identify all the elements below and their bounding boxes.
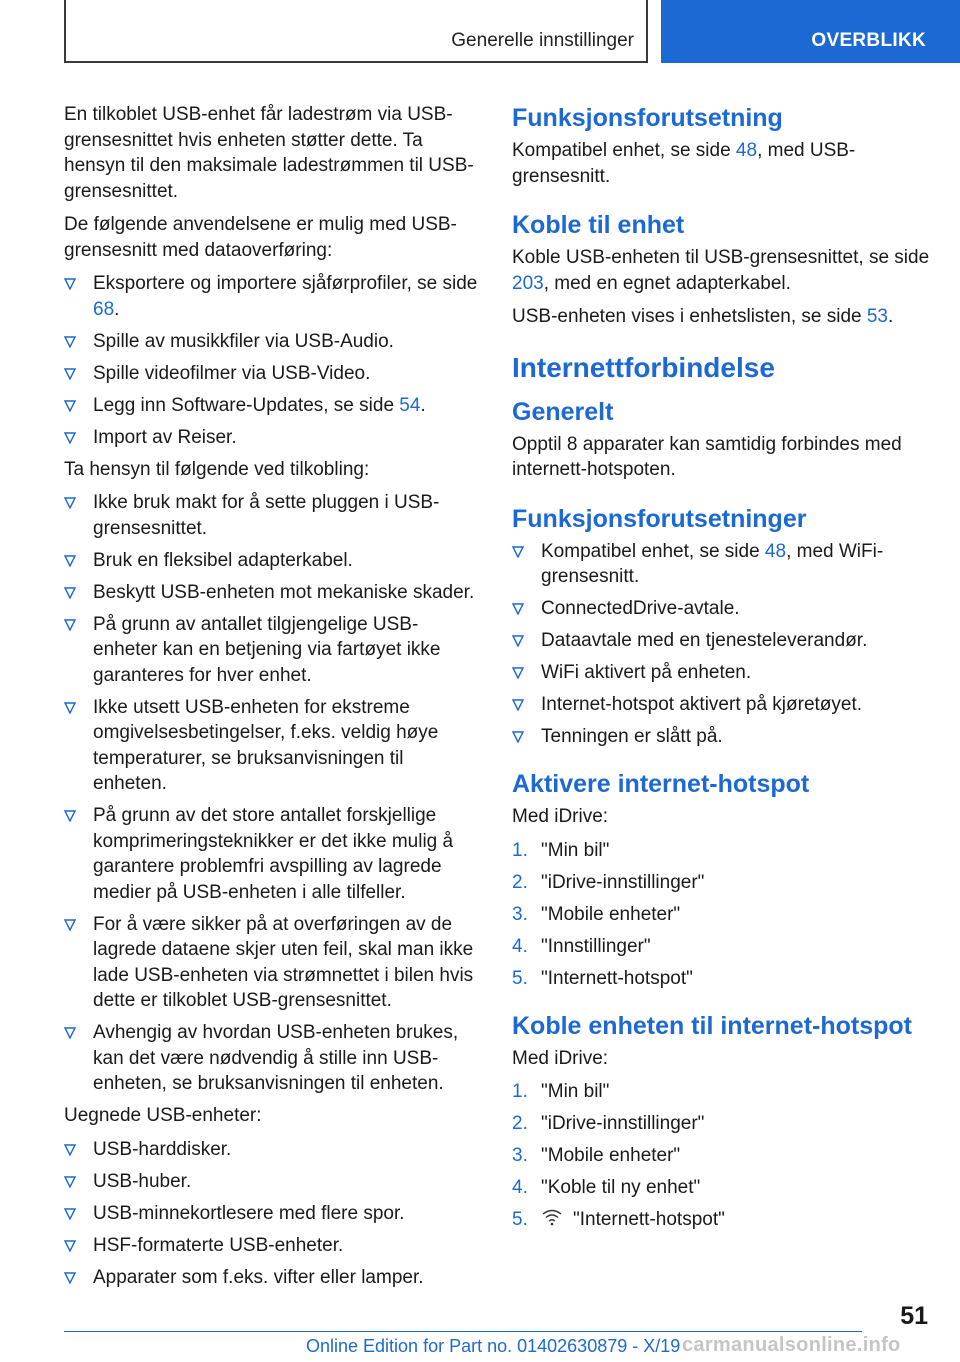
overview-tab[interactable] xyxy=(661,0,960,63)
list-item: Ikke bruk makt for å sette pluggen i USB-grensesnittet. xyxy=(64,490,478,541)
section-title: Generelle innstillinger xyxy=(451,30,634,51)
unsuitable-intro: Uegnede USB-enheter: xyxy=(64,1105,262,1126)
step-item: 2. "iDrive-innstillinger" xyxy=(512,871,705,893)
step-item: 5. "Internett-hotspot" xyxy=(512,1209,725,1230)
list-item: Spille videofilmer via USB-Video. xyxy=(64,361,478,387)
list-item: HSF-formaterte USB-enheter. xyxy=(64,1233,478,1259)
connect-steps xyxy=(512,1079,932,1233)
right-column xyxy=(512,102,932,1239)
list-item: Spille av musikkfiler via USB-Audio. xyxy=(64,329,478,355)
requirements-heading: Funksjonsforutsetninger xyxy=(512,504,807,533)
list-item: Kompatibel enhet, se side 48, med WiFi-grensesnitt. xyxy=(512,539,932,590)
triangle-bullet-icon xyxy=(64,1144,76,1156)
triangle-bullet-icon xyxy=(64,919,76,931)
general-text: Opptil 8 apparater kan samtidig forbindes med internett-hotspoten. xyxy=(512,433,902,480)
triangle-bullet-icon xyxy=(64,587,76,599)
step-item: 1. "Min bil" xyxy=(512,1081,610,1102)
notes-list xyxy=(64,490,478,1097)
triangle-bullet-icon xyxy=(64,702,76,714)
left-column xyxy=(64,102,478,1297)
triangle-bullet-icon xyxy=(512,546,524,558)
page-link[interactable]: 68 xyxy=(93,298,115,320)
list-item: Eksportere og importere sjåførprofiler, se side 68. xyxy=(64,271,478,322)
list-item: Bruk en fleksibel adapterkabel. xyxy=(64,548,478,574)
list-item: Internet-hotspot aktivert på kjøretøyet. xyxy=(512,692,932,718)
activate-steps xyxy=(512,838,932,992)
list-item: Legg inn Software-Updates, se side 54. xyxy=(64,393,478,419)
connection-notes-intro: Ta hensyn til følgende ved tilkobling: xyxy=(64,458,370,480)
triangle-bullet-icon xyxy=(512,603,524,615)
step-item: 4. "Koble til ny enhet" xyxy=(512,1177,701,1198)
triangle-bullet-icon xyxy=(64,1176,76,1188)
page-header xyxy=(0,0,960,66)
device-list-text: USB-enheten vises i enhetslisten, se side 53. xyxy=(512,306,894,327)
triangle-bullet-icon xyxy=(64,555,76,567)
list-item: Beskytt USB-enheten mot mekaniske skader. xyxy=(64,580,478,606)
triangle-bullet-icon xyxy=(64,432,76,444)
uses-list xyxy=(64,271,478,450)
page-link[interactable]: 54 xyxy=(399,394,421,416)
list-item: På grunn av det store antallet forskjellige komprimeringsteknikker er det ikke mulig å garantere problemfri avspilling av lagrede medier på USB-enheten i alle tilfeller. xyxy=(64,803,478,905)
triangle-bullet-icon xyxy=(64,1027,76,1039)
requirement-text: Kompatibel enhet, se side 48, med USB-grensesnitt. xyxy=(512,140,856,187)
page-link[interactable]: 53 xyxy=(866,306,888,327)
triangle-bullet-icon xyxy=(512,635,524,647)
triangle-bullet-icon xyxy=(64,497,76,509)
triangle-bullet-icon xyxy=(64,400,76,412)
step-item: 5. "Internett-hotspot" xyxy=(512,967,693,989)
triangle-bullet-icon xyxy=(64,1272,76,1284)
step-item: 1. "Min bil" xyxy=(512,839,610,861)
list-item: For å være sikker på at overføringen av de lagrede dataene skjer uten feil, skal man ikke lade USB-enheten via strømnettet i bilen hvis dette er tilkoblet USB-grensesnittet. xyxy=(64,912,478,1014)
list-item: Tenningen er slått på. xyxy=(512,724,932,750)
section-tab[interactable] xyxy=(64,0,648,63)
triangle-bullet-icon xyxy=(512,731,524,743)
page-link[interactable]: 203 xyxy=(512,272,544,294)
triangle-bullet-icon xyxy=(512,667,524,679)
step-item: 3. "Mobile enheter" xyxy=(512,903,681,925)
watermark: carmanualsonline.info xyxy=(682,1334,901,1356)
footer-divider xyxy=(64,1331,862,1332)
step-item: 3. "Mobile enheter" xyxy=(512,1145,681,1166)
page-number: 51 xyxy=(900,1302,928,1330)
step-item: 2. "iDrive-innstillinger" xyxy=(512,1113,705,1134)
connect-device-heading: Koble til enhet xyxy=(512,211,685,239)
triangle-bullet-icon xyxy=(64,1208,76,1220)
page-link[interactable]: 48 xyxy=(764,540,787,562)
requirements-list xyxy=(512,539,932,750)
connect-device-text: Koble USB-enheten til USB-grensesnittet, se side 203, med en egnet adapterkabel. xyxy=(512,247,930,294)
list-item: WiFi aktivert på enheten. xyxy=(512,660,932,686)
edition-text: Online Edition for Part no. 01402630879 - X/19 xyxy=(306,1336,681,1356)
list-item: Dataavtale med en tjenesteleverandør. xyxy=(512,628,932,654)
list-item: På grunn av antallet tilgjengelige USB-enheter kan en betjening via fartøyet ikke garanteres for hver enhet. xyxy=(64,612,478,689)
unsuitable-list xyxy=(64,1137,478,1291)
triangle-bullet-icon xyxy=(64,619,76,631)
requirement-heading: Funksjonsforutsetning xyxy=(512,104,783,132)
triangle-bullet-icon xyxy=(64,1240,76,1252)
charging-paragraph: En tilkoblet USB-enhet får ladestrøm via USB-grensesnittet hvis enheten støtter dette. Ta hensyn til den maksimale ladestrømmen til USB-grensesnittet. xyxy=(64,104,474,202)
wifi-icon xyxy=(541,1208,563,1226)
with-idrive-text: Med iDrive: xyxy=(512,806,609,827)
list-item: Avhengig av hvordan USB-enheten brukes, kan det være nødvendig å stille inn USB-enheten, se bruksanvisningen til enheten. xyxy=(64,1020,478,1097)
list-item: Apparater som f.eks. vifter eller lamper. xyxy=(64,1265,478,1291)
connect-hotspot-heading: Koble enheten til internet-hotspot xyxy=(512,1011,912,1040)
internet-heading: Internettforbindelse xyxy=(512,351,775,383)
uses-intro: De følgende anvendelsene er mulig med USB-grensesnitt med dataoverføring: xyxy=(64,214,457,261)
with-idrive-text: Med iDrive: xyxy=(512,1047,609,1069)
triangle-bullet-icon xyxy=(512,699,524,711)
list-item: ConnectedDrive-avtale. xyxy=(512,596,932,622)
step-item: 4. "Innstillinger" xyxy=(512,935,651,957)
list-item: USB-huber. xyxy=(64,1169,478,1195)
overview-tab-label: OVERBLIKK xyxy=(811,30,926,51)
triangle-bullet-icon xyxy=(64,810,76,822)
list-item: Ikke utsett USB-enheten for ekstreme omgivelsesbetingelser, f.eks. veldig høye temperaturer, se bruksanvisningen til enheten. xyxy=(64,695,478,797)
list-item: USB-minnekortlesere med flere spor. xyxy=(64,1201,478,1227)
list-item: Import av Reiser. xyxy=(64,425,478,451)
list-item: USB-harddisker. xyxy=(64,1137,478,1163)
page-link[interactable]: 48 xyxy=(735,140,758,161)
general-heading: Generelt xyxy=(512,397,614,426)
activate-hotspot-heading: Aktivere internet-hotspot xyxy=(512,770,810,798)
triangle-bullet-icon xyxy=(64,368,76,380)
triangle-bullet-icon xyxy=(64,336,76,348)
triangle-bullet-icon xyxy=(64,278,76,290)
